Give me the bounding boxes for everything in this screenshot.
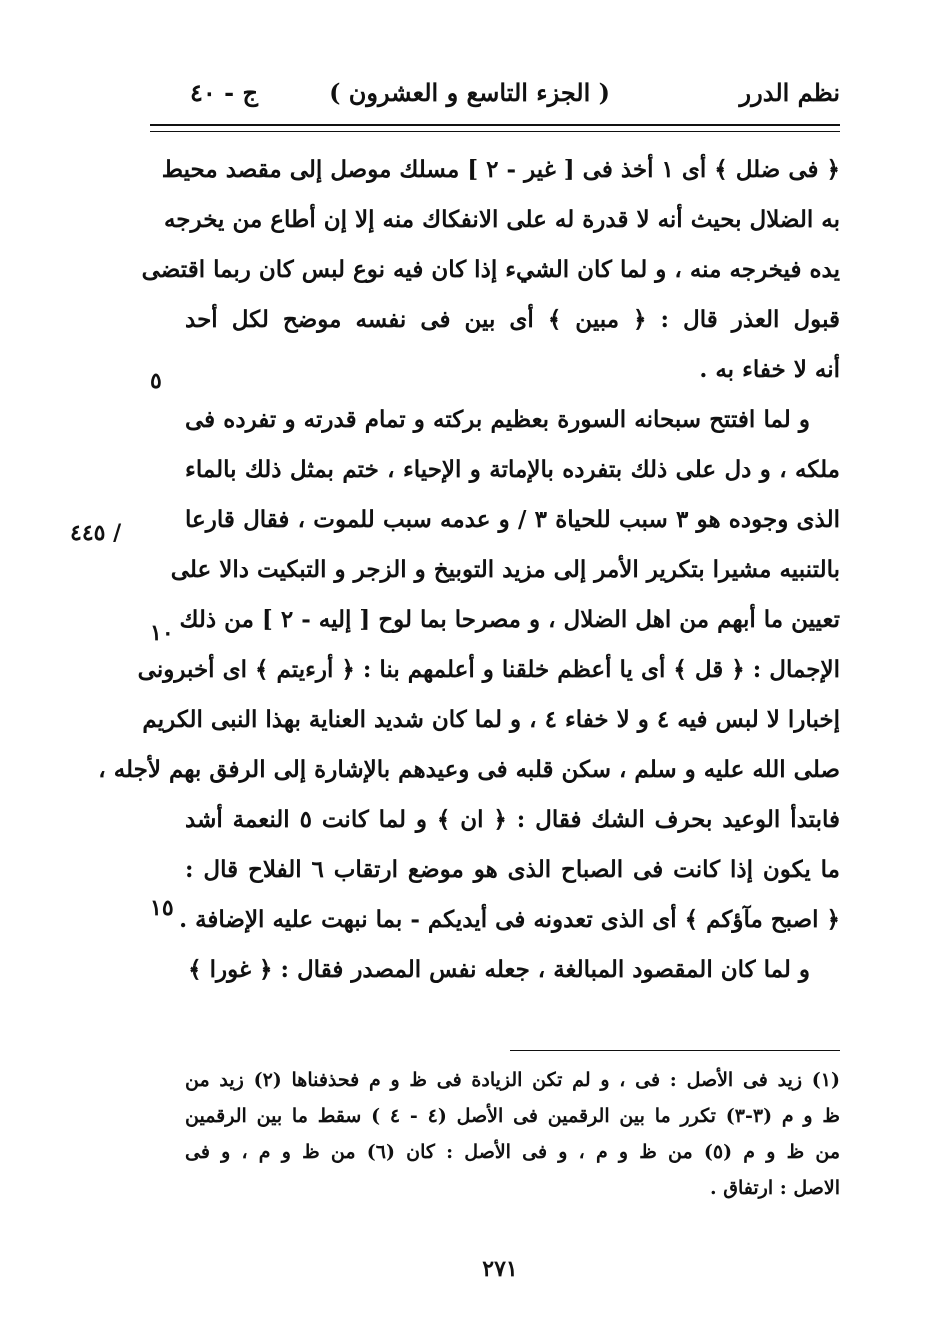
header-rule-thick [150,124,840,126]
text-line: ﴿ فى ضلل ﴾ أى ١ أخذ فى [ غير - ٢ ] مسلك موصل إلى مقصد محيط [161,156,840,183]
text-line: و لما افتتح سبحانه السورة بعظيم بركته و تمام قدرته و تفرده فى [185,406,810,433]
text-line: يده فيخرجه منه ، و لما كان الشيء إذا كان فيه نوع لبس كان ربما اقتضى [141,256,840,283]
line-number-10: ١٠ [150,620,174,646]
text-line: ما يكون إذا كانت فى الصباح الذى هو موضع ارتقاب ٦ الفلاح قال : [185,856,840,883]
footnotes [185,1062,840,1206]
text-line: تعيين ما أبهم من اهل الضلال ، و مصرحا بما لوح [ إليه - ٢ ] من ذلك [179,606,840,633]
footnote-line: من ظ و م (٥) من ظ و م ، و فى الأصل : كان (٦) من ظ و م ، و فى [185,1141,840,1163]
footnote-line: (١) زيد فى الأصل : فى ، و لم تكن الزيادة فى ظ و م فحذفناها (٢) زيد من [185,1069,841,1091]
page-number: ٢٧١ [482,1256,518,1282]
text-line: ﴿ اصبح مآؤكم ﴾ أى الذى تعدونه فى أيديكم - بما نبهت عليه الإضافة . [179,906,840,933]
text-line: الذى وجوده هو ٣ سبب للحياة ٣ / و عدمه سبب للموت ، فقال قارعا [185,506,840,533]
footnote-line: ظ و م (٣-٣) تكرر ما بين الرقمين فى الأصل (٤ - ٤ ) سقط ما بين الرقمين [185,1105,840,1127]
text-line: فابتدأ الوعيد بحرف الشك فقال : ﴿ ان ﴾ و لما كانت ٥ النعمة أشد [185,806,841,833]
text-line: ملكه ، و دل على ذلك بتفرده بالإماتة و الإحياء ، ختم بمثل ذلك بالماء [185,456,840,483]
footnote-line: الاصل : ارتفاق . [710,1177,840,1199]
text-line: به الضلال بحيث أنه لا قدرة له على الانفكاك منه إلا إن أطاع من يخرجه [163,206,840,233]
text-line: الإجمال : ﴿ قل ﴾ أى يا أعظم خلقنا و أعلمهم بنا : ﴿ أرءيتم ﴾ اى أخبرونى [137,656,840,683]
volume-number: ج - ٤٠ [190,78,258,107]
text-line: إخبارا لا لبس فيه ٤ و لا خفاء ٤ ، و لما كان شديد العناية بهذا النبى الكريم [142,706,840,733]
line-number-5: ٥ [150,368,162,394]
text-line: أنه لا خفاء به . [699,356,840,383]
manuscript-page-marker: / ٤٤٥ [70,520,122,546]
text-line: و لما كان المقصود المبالغة ، جعله نفس المصدر فقال : ﴿ غورا ﴾ [188,956,810,983]
book-title: نظم الدرر [739,78,840,107]
running-header [150,78,840,118]
header-rule-thin [150,131,840,132]
part-title: ( الجزء التاسع و العشرون ) [329,78,610,107]
text-line: صلى الله عليه و سلم ، سكن قلبه فى وعيدهم بالإشارة إلى الرفق بهم لأجله ، [98,756,840,783]
line-number-15: ١٥ [150,895,174,921]
text-line: قبول العذر قال : ﴿ مبين ﴾ أى بين فى نفسه موضح لكل أحد [185,306,840,333]
footnote-rule [510,1050,840,1051]
text-line: بالتنبيه مشيرا بتكرير الأمر إلى مزيد التوبيخ و الزجر و التبكيت دالا على [170,556,840,583]
